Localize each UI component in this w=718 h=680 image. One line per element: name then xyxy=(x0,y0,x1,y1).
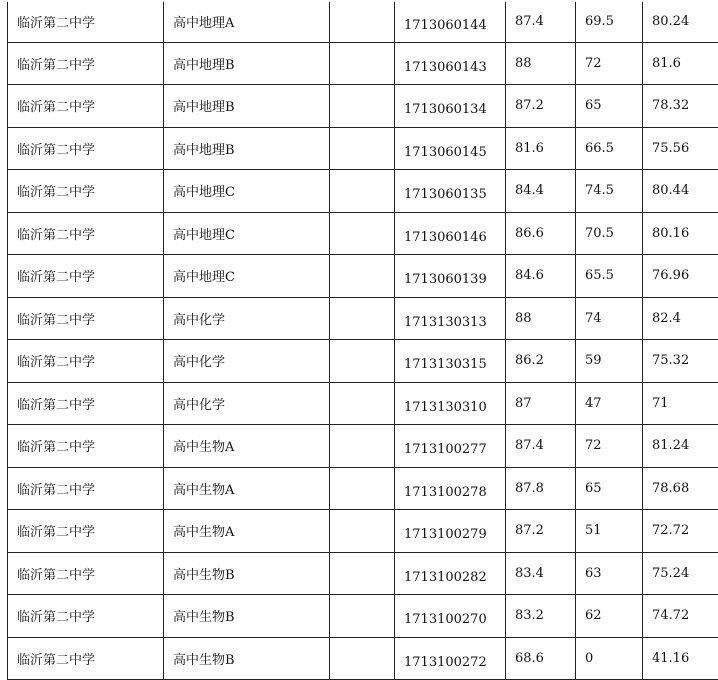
score-2-cell: 72 xyxy=(576,42,643,85)
subject-cell: 高中地理B xyxy=(164,42,330,85)
score-1-cell: 86.2 xyxy=(506,340,576,383)
blank-cell xyxy=(330,467,395,510)
score-1-cell: 83.2 xyxy=(506,595,576,638)
total-score-cell: 80.24 xyxy=(643,2,718,42)
blank-cell xyxy=(330,255,395,298)
score-2-cell: 65 xyxy=(576,467,643,510)
exam-id-cell: 1713100272 xyxy=(395,637,506,680)
blank-cell xyxy=(330,127,395,170)
exam-id-cell: 1713130310 xyxy=(395,382,506,425)
score-2-cell: 70.5 xyxy=(576,212,643,255)
total-score-cell: 80.16 xyxy=(643,212,718,255)
score-2-cell: 72 xyxy=(576,425,643,468)
table-row xyxy=(8,127,718,170)
exam-id-cell: 1713100282 xyxy=(395,552,506,595)
score-2-cell: 65.5 xyxy=(576,255,643,298)
blank-cell xyxy=(330,425,395,468)
table-row xyxy=(8,637,718,680)
blank-cell xyxy=(330,382,395,425)
total-score-cell: 41.16 xyxy=(643,637,718,680)
school-cell: 临沂第二中学 xyxy=(8,170,164,213)
table-row xyxy=(8,595,718,638)
score-2-cell: 74.5 xyxy=(576,170,643,213)
exam-id-cell: 1713060134 xyxy=(395,85,506,128)
subject-cell: 高中地理B xyxy=(164,127,330,170)
subject-cell: 高中地理B xyxy=(164,85,330,128)
blank-cell xyxy=(330,510,395,553)
total-score-cell: 75.56 xyxy=(643,127,718,170)
exam-id-cell: 1713130315 xyxy=(395,340,506,383)
blank-cell xyxy=(330,595,395,638)
table-row xyxy=(8,42,718,85)
table-row xyxy=(8,2,718,42)
score-1-cell: 81.6 xyxy=(506,127,576,170)
table-row xyxy=(8,425,718,468)
score-table-container xyxy=(7,2,718,680)
score-1-cell: 68.6 xyxy=(506,637,576,680)
score-2-cell: 51 xyxy=(576,510,643,553)
exam-id-cell: 1713130313 xyxy=(395,297,506,340)
total-score-cell: 74.72 xyxy=(643,595,718,638)
total-score-cell: 80.44 xyxy=(643,170,718,213)
score-2-cell: 74 xyxy=(576,297,643,340)
table-row xyxy=(8,510,718,553)
blank-cell xyxy=(330,297,395,340)
score-1-cell: 84.6 xyxy=(506,255,576,298)
school-cell: 临沂第二中学 xyxy=(8,255,164,298)
score-1-cell: 86.6 xyxy=(506,212,576,255)
score-2-cell: 65 xyxy=(576,85,643,128)
school-cell: 临沂第二中学 xyxy=(8,340,164,383)
score-2-cell: 59 xyxy=(576,340,643,383)
school-cell: 临沂第二中学 xyxy=(8,85,164,128)
subject-cell: 高中化学 xyxy=(164,340,330,383)
score-1-cell: 88 xyxy=(506,297,576,340)
blank-cell xyxy=(330,212,395,255)
score-1-cell: 87.8 xyxy=(506,467,576,510)
table-row xyxy=(8,297,718,340)
score-2-cell: 66.5 xyxy=(576,127,643,170)
score-1-cell: 88 xyxy=(506,42,576,85)
exam-id-cell: 1713060139 xyxy=(395,255,506,298)
score-table xyxy=(7,2,718,680)
exam-id-cell: 1713100278 xyxy=(395,467,506,510)
subject-cell: 高中地理C xyxy=(164,255,330,298)
school-cell: 临沂第二中学 xyxy=(8,382,164,425)
school-cell: 临沂第二中学 xyxy=(8,2,164,42)
subject-cell: 高中生物A xyxy=(164,425,330,468)
subject-cell: 高中生物B xyxy=(164,595,330,638)
subject-cell: 高中化学 xyxy=(164,382,330,425)
exam-id-cell: 1713060135 xyxy=(395,170,506,213)
total-score-cell: 75.24 xyxy=(643,552,718,595)
total-score-cell: 81.24 xyxy=(643,425,718,468)
school-cell: 临沂第二中学 xyxy=(8,510,164,553)
score-1-cell: 87.2 xyxy=(506,85,576,128)
school-cell: 临沂第二中学 xyxy=(8,637,164,680)
blank-cell xyxy=(330,85,395,128)
score-1-cell: 83.4 xyxy=(506,552,576,595)
blank-cell xyxy=(330,340,395,383)
school-cell: 临沂第二中学 xyxy=(8,595,164,638)
exam-id-cell: 1713060146 xyxy=(395,212,506,255)
subject-cell: 高中生物A xyxy=(164,467,330,510)
score-table-body xyxy=(8,2,718,680)
school-cell: 临沂第二中学 xyxy=(8,425,164,468)
total-score-cell: 76.96 xyxy=(643,255,718,298)
total-score-cell: 78.68 xyxy=(643,467,718,510)
table-row xyxy=(8,340,718,383)
score-1-cell: 87.4 xyxy=(506,2,576,42)
table-row xyxy=(8,382,718,425)
table-row xyxy=(8,170,718,213)
subject-cell: 高中生物B xyxy=(164,637,330,680)
total-score-cell: 75.32 xyxy=(643,340,718,383)
subject-cell: 高中地理A xyxy=(164,2,330,42)
exam-id-cell: 1713100270 xyxy=(395,595,506,638)
school-cell: 临沂第二中学 xyxy=(8,297,164,340)
exam-id-cell: 1713060144 xyxy=(395,2,506,42)
subject-cell: 高中化学 xyxy=(164,297,330,340)
total-score-cell: 71 xyxy=(643,382,718,425)
blank-cell xyxy=(330,2,395,42)
table-row xyxy=(8,212,718,255)
total-score-cell: 82.4 xyxy=(643,297,718,340)
school-cell: 临沂第二中学 xyxy=(8,42,164,85)
total-score-cell: 81.6 xyxy=(643,42,718,85)
score-2-cell: 69.5 xyxy=(576,2,643,42)
blank-cell xyxy=(330,170,395,213)
school-cell: 临沂第二中学 xyxy=(8,467,164,510)
score-2-cell: 62 xyxy=(576,595,643,638)
score-1-cell: 84.4 xyxy=(506,170,576,213)
blank-cell xyxy=(330,637,395,680)
subject-cell: 高中地理C xyxy=(164,212,330,255)
school-cell: 临沂第二中学 xyxy=(8,212,164,255)
score-1-cell: 87 xyxy=(506,382,576,425)
score-2-cell: 63 xyxy=(576,552,643,595)
score-2-cell: 0 xyxy=(576,637,643,680)
total-score-cell: 78.32 xyxy=(643,85,718,128)
table-row xyxy=(8,255,718,298)
exam-id-cell: 1713100277 xyxy=(395,425,506,468)
exam-id-cell: 1713060143 xyxy=(395,42,506,85)
table-row xyxy=(8,85,718,128)
score-2-cell: 47 xyxy=(576,382,643,425)
score-1-cell: 87.4 xyxy=(506,425,576,468)
blank-cell xyxy=(330,42,395,85)
subject-cell: 高中生物B xyxy=(164,552,330,595)
total-score-cell: 72.72 xyxy=(643,510,718,553)
subject-cell: 高中生物A xyxy=(164,510,330,553)
table-row xyxy=(8,552,718,595)
table-row xyxy=(8,467,718,510)
score-1-cell: 87.2 xyxy=(506,510,576,553)
exam-id-cell: 1713100279 xyxy=(395,510,506,553)
school-cell: 临沂第二中学 xyxy=(8,127,164,170)
subject-cell: 高中地理C xyxy=(164,170,330,213)
exam-id-cell: 1713060145 xyxy=(395,127,506,170)
blank-cell xyxy=(330,552,395,595)
school-cell: 临沂第二中学 xyxy=(8,552,164,595)
